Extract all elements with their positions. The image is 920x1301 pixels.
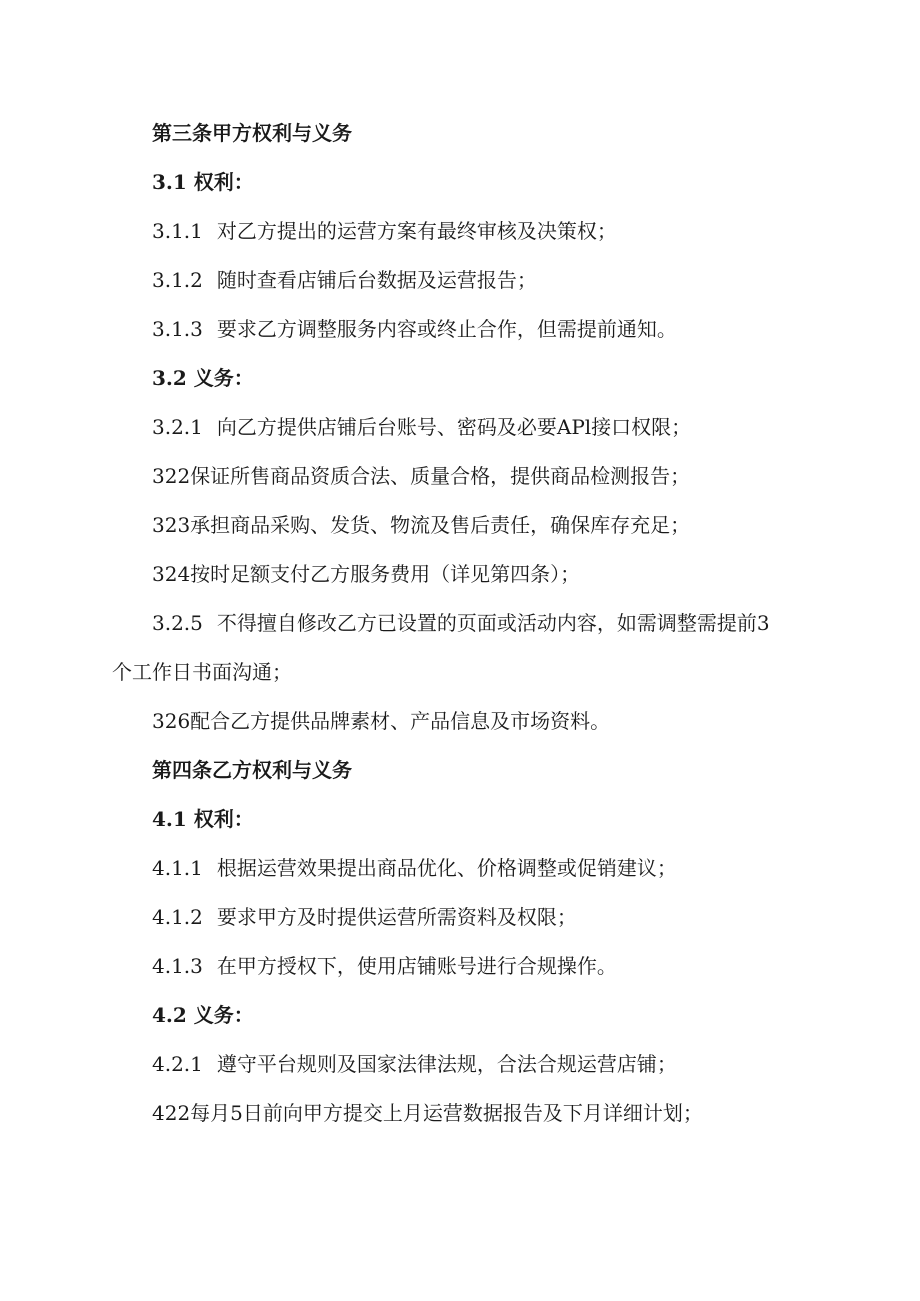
section-4-1-heading-text: 4.1 权利： <box>152 807 254 831</box>
clause-number: 3.1.3 <box>152 317 203 341</box>
article-3-heading-text: 第三条甲方权利与义务 <box>152 121 352 145</box>
section-3-1-heading <box>152 169 254 195</box>
section-4-1-heading <box>152 806 254 832</box>
article-4-heading <box>152 757 352 783</box>
clause-text: 遵守平台规则及国家法律法规，合法合规运营店铺； <box>216 1052 677 1076</box>
clause-4-1-3 <box>152 953 617 979</box>
clause-text: 随时查看店铺后台数据及运营报告； <box>216 268 537 292</box>
clause-text: 324按时足额支付乙方服务费用（详见第四条）； <box>152 562 581 586</box>
section-3-1-heading-text: 3.1 权利： <box>152 170 254 194</box>
clause-number: 4.1.2 <box>152 905 203 929</box>
section-3-2-heading-text: 3.2 义务： <box>152 366 254 390</box>
clause-text: 在甲方授权下，使用店铺账号进行合规操作。 <box>216 954 617 978</box>
clause-number: 4.2.1 <box>152 1052 203 1076</box>
clause-number: 4.1.3 <box>152 954 203 978</box>
clause-3-2-1 <box>152 414 691 440</box>
clause-text: 326配合乙方提供品牌素材、产品信息及市场资料。 <box>152 709 611 733</box>
clause-3-1-1 <box>152 218 617 244</box>
clause-text: 根据运营效果提出商品优化、价格调整或促销建议； <box>216 856 677 880</box>
clause-4-2-2 <box>152 1100 703 1126</box>
clause-3-2-5 <box>152 610 770 636</box>
article-3-heading <box>152 120 352 146</box>
section-4-2-heading-text: 4.2 义务： <box>152 1003 254 1027</box>
clause-text: 个工作日书面沟通； <box>112 660 292 684</box>
clause-4-1-1 <box>152 855 677 881</box>
clause-number: 3.1.2 <box>152 268 203 292</box>
clause-number: 3.1.1 <box>152 219 203 243</box>
clause-text: 要求甲方及时提供运营所需资料及权限； <box>216 905 577 929</box>
section-3-2-heading <box>152 365 254 391</box>
clause-3-2-2 <box>152 463 690 489</box>
clause-number: 4.1.1 <box>152 856 203 880</box>
clause-text: 422每月5日前向甲方提交上月运营数据报告及下月详细计划； <box>152 1101 703 1125</box>
clause-3-1-2 <box>152 267 537 293</box>
clause-4-2-1 <box>152 1051 677 1077</box>
clause-3-2-4 <box>152 561 580 587</box>
clause-4-1-2 <box>152 904 577 930</box>
clause-text: 要求乙方调整服务内容或终止合作，但需提前通知。 <box>216 317 677 341</box>
clause-3-2-6 <box>152 708 610 734</box>
clause-3-2-5-continuation <box>112 659 292 685</box>
clause-text: 对乙方提出的运营方案有最终审核及决策权； <box>216 219 617 243</box>
clause-text: 向乙方提供店铺后台账号、密码及必要APl接口权限； <box>216 415 692 439</box>
clause-text: 不得擅自修改乙方已设置的页面或活动内容，如需调整需提前3 <box>216 611 770 635</box>
clause-number: 3.2.1 <box>152 415 203 439</box>
clause-3-1-3 <box>152 316 677 342</box>
clause-text: 322保证所售商品资质合法、质量合格，提供商品检测报告； <box>152 464 691 488</box>
section-4-2-heading <box>152 1002 254 1028</box>
clause-text: 323承担商品采购、发货、物流及售后责任，确保库存充足； <box>152 513 691 537</box>
article-4-heading-text: 第四条乙方权利与义务 <box>152 758 352 782</box>
clause-number: 3.2.5 <box>152 611 203 635</box>
clause-3-2-3 <box>152 512 690 538</box>
